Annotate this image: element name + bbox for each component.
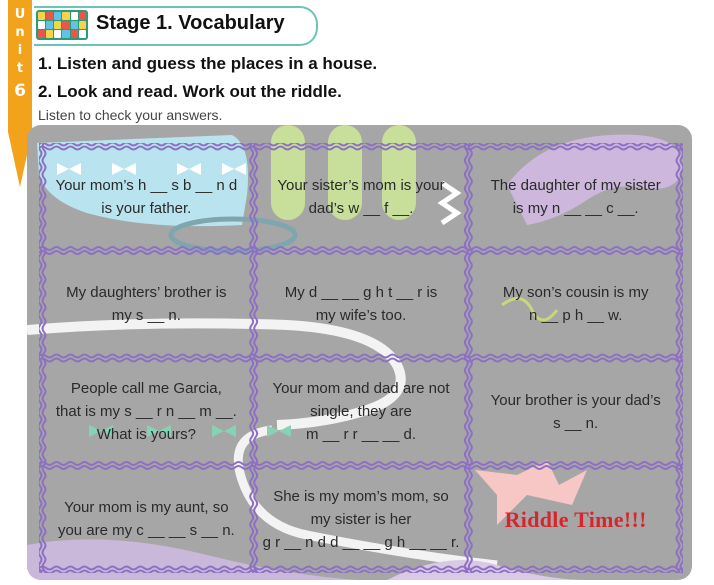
riddle-card: [39, 466, 254, 574]
riddle-text: She is my mom’s mom, so my sister is her g r __ n d d __ __ g h __ __ r.: [262, 487, 460, 551]
unit-number: 6: [14, 81, 26, 101]
riddle-card: [468, 143, 683, 251]
riddle-text: People call me Garcia, that is my s __ r n __ m __. What is yours?: [55, 380, 237, 444]
riddle-text: Your brother is your dad’s s __ n.: [490, 391, 661, 432]
riddle-text: Your mom’s h __ s b __ n d is your father.: [55, 176, 238, 217]
riddle-text: Your mom is my aunt, so you are my c __ __ s __ n.: [57, 499, 235, 540]
riddle-card: [254, 143, 469, 251]
page-title: Stage 1. Vocabulary: [96, 12, 285, 34]
unit-letter: t: [16, 61, 24, 76]
unit-letter: U: [14, 7, 26, 22]
riddle-card: [254, 358, 469, 466]
riddle-text: Your mom and dad are not single, they are m __ r r __ __ d.: [272, 380, 450, 444]
instruction-subtext: Listen to check your answers.: [38, 107, 223, 123]
riddle-card: [39, 143, 254, 251]
riddle-text: My d __ __ g h t __ r is my wife’s too.: [284, 284, 438, 325]
riddle-card: [254, 466, 469, 574]
riddle-time-card: [468, 466, 683, 574]
riddle-text: The daughter of my sister is my n __ __ c __.: [490, 176, 661, 217]
unit-letter: n: [15, 25, 25, 40]
riddle-card: [254, 251, 469, 359]
riddle-card: [468, 251, 683, 359]
riddle-text: My daughters’ brother is my s __ n.: [66, 284, 227, 325]
riddle-board: [27, 125, 692, 580]
riddle-card: [39, 251, 254, 359]
riddle-card: [468, 358, 683, 466]
riddle-time-label: Riddle Time!!!: [504, 506, 647, 532]
riddle-grid: [39, 143, 683, 573]
riddle-card: [39, 358, 254, 466]
riddle-text: My son’s cousin is my n __ p h __ w.: [502, 284, 649, 325]
unit-label: [8, 6, 32, 102]
instruction-2: 2. Look and read. Work out the riddle.: [38, 82, 342, 101]
vocabulary-logo-icon: [36, 10, 88, 40]
riddle-text: Your sister’s mom is your dad’s w __ f __.: [277, 176, 445, 217]
instruction-1: 1. Listen and guess the places in a house.: [38, 54, 378, 73]
unit-letter: i: [17, 43, 23, 58]
